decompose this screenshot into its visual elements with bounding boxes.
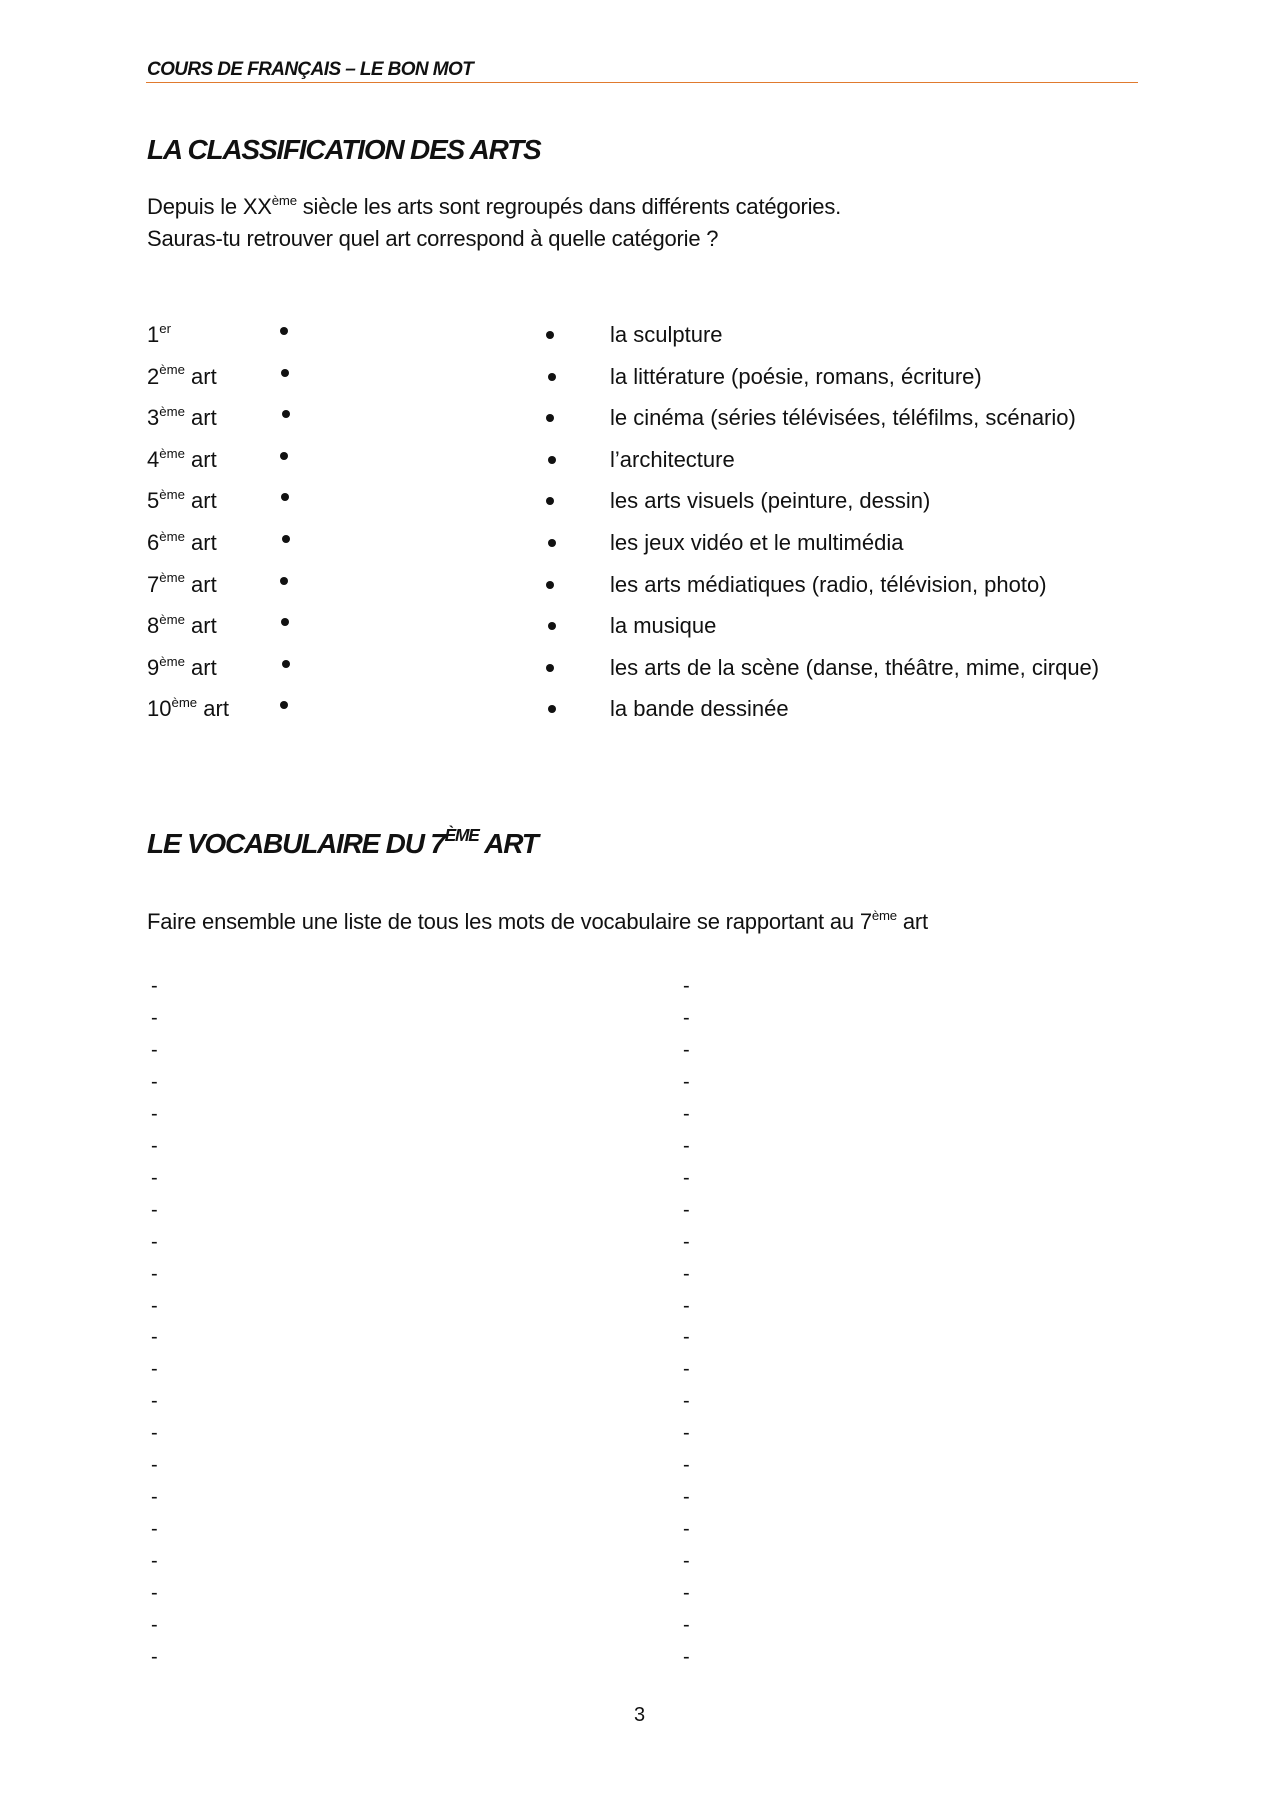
- superscript: ème: [159, 487, 185, 503]
- section-title-vocabulary: [147, 824, 538, 864]
- rank-suffix: art: [184, 488, 217, 514]
- left-match-dot[interactable]: [280, 577, 288, 585]
- art-category: les arts de la scène (danse, théâtre, mime, cirque): [610, 654, 1100, 680]
- vocab-blank-left[interactable]: -: [151, 1198, 158, 1221]
- right-match-dot[interactable]: [546, 664, 554, 672]
- vocab-blank-right[interactable]: -: [683, 1486, 690, 1509]
- vocab-blank-right[interactable]: -: [683, 1102, 690, 1125]
- left-match-dot[interactable]: [280, 452, 288, 460]
- vocab-blank-right[interactable]: -: [683, 1006, 690, 1029]
- art-rank: [147, 571, 217, 602]
- rank-number: 5: [147, 488, 160, 514]
- vocab-blank-left[interactable]: -: [151, 1486, 158, 1509]
- superscript: ème: [159, 403, 185, 419]
- left-match-dot[interactable]: [281, 369, 289, 377]
- rank-suffix: art: [197, 696, 229, 722]
- vocab-blank-left[interactable]: -: [151, 1518, 158, 1541]
- right-match-dot[interactable]: [546, 331, 554, 339]
- art-rank: [147, 321, 171, 352]
- rank-suffix: art: [184, 654, 217, 680]
- left-match-dot[interactable]: [281, 493, 289, 501]
- vocab-blank-right[interactable]: -: [683, 1294, 690, 1317]
- superscript: ème: [871, 907, 897, 923]
- art-rank: [147, 529, 217, 560]
- vocab-blank-right[interactable]: -: [683, 1070, 690, 1093]
- art-category: l’architecture: [610, 446, 735, 472]
- vocab-blank-right[interactable]: -: [683, 1230, 690, 1253]
- superscript: ème: [159, 445, 185, 461]
- art-category: le cinéma (séries télévisées, téléfilms, scénario): [610, 405, 1076, 431]
- vocab-blank-right[interactable]: -: [683, 975, 690, 997]
- left-match-dot[interactable]: [282, 535, 290, 543]
- right-match-dot[interactable]: [548, 622, 556, 630]
- superscript: ÈME: [444, 824, 479, 845]
- vocab-blank-left[interactable]: -: [151, 1645, 158, 1668]
- rank-number: 7: [147, 571, 160, 597]
- superscript: ème: [159, 611, 185, 627]
- art-category: la sculpture: [610, 322, 723, 347]
- right-match-dot[interactable]: [548, 539, 556, 547]
- vocab-blank-left[interactable]: -: [151, 1550, 158, 1573]
- vocab-blank-left[interactable]: -: [151, 1166, 158, 1189]
- art-category: les arts visuels (peinture, dessin): [610, 488, 931, 514]
- vocab-blank-right[interactable]: -: [683, 1614, 690, 1636]
- instruction-text: Faire ensemble une liste de tous les mots de vocabulaire se rapportant au 7: [147, 909, 872, 934]
- rank-suffix: art: [184, 571, 217, 597]
- left-match-dot[interactable]: [282, 660, 290, 668]
- section-title-classification: LA CLASSIFICATION DES ARTS: [147, 134, 541, 165]
- intro-text: Depuis le XX: [147, 194, 272, 219]
- vocab-blank-right[interactable]: -: [683, 1198, 690, 1221]
- title-text: LE VOCABULAIRE DU 7: [147, 828, 445, 859]
- left-match-dot[interactable]: [280, 701, 288, 709]
- rank-suffix: art: [184, 363, 217, 389]
- rank-number: 10: [147, 696, 172, 722]
- vocab-blank-right[interactable]: -: [683, 1422, 690, 1445]
- left-match-dot[interactable]: [281, 618, 289, 626]
- left-match-dot[interactable]: [280, 327, 288, 335]
- art-category: la littérature (poésie, romans, écriture): [610, 363, 982, 389]
- art-category: les arts médiatiques (radio, télévision, photo): [610, 571, 1047, 597]
- right-match-dot[interactable]: [546, 581, 554, 589]
- art-rank: [147, 695, 229, 726]
- vocab-blank-left[interactable]: -: [151, 1582, 158, 1605]
- right-match-dot[interactable]: [546, 497, 554, 505]
- vocab-blank-right[interactable]: -: [683, 1262, 690, 1285]
- instruction-text: art: [896, 909, 928, 934]
- right-match-dot[interactable]: [548, 456, 556, 464]
- vocab-blank-left[interactable]: -: [151, 1454, 158, 1477]
- vocab-blank-left[interactable]: -: [151, 1262, 158, 1285]
- vocab-blank-right[interactable]: -: [683, 1326, 690, 1349]
- art-rank: [147, 487, 217, 518]
- vocab-blank-right[interactable]: -: [683, 1582, 690, 1605]
- intro-text: siècle les arts sont regroupés dans différents catégories.: [296, 194, 842, 219]
- vocab-blank-left[interactable]: -: [151, 1070, 158, 1093]
- vocab-blank-left[interactable]: -: [151, 1294, 158, 1317]
- right-match-dot[interactable]: [548, 373, 556, 381]
- vocab-blank-right[interactable]: -: [683, 1166, 690, 1189]
- rank-number: 8: [147, 613, 160, 639]
- rank-suffix: art: [184, 446, 217, 472]
- rank-number: 2: [147, 363, 160, 389]
- vocab-blank-right[interactable]: -: [683, 1390, 690, 1413]
- superscript: ème: [159, 570, 185, 586]
- superscript: ème: [171, 695, 198, 711]
- vocab-blank-left[interactable]: -: [151, 1230, 158, 1253]
- art-rank: [147, 446, 217, 477]
- right-match-dot[interactable]: [548, 705, 556, 713]
- vocab-blank-left[interactable]: -: [151, 1006, 158, 1029]
- superscript: ème: [159, 528, 185, 544]
- art-category: les jeux vidéo et le multimédia: [610, 530, 904, 555]
- vocab-blank-right[interactable]: -: [683, 1645, 690, 1668]
- superscript: er: [159, 320, 171, 336]
- vocab-blank-right[interactable]: -: [683, 1358, 690, 1381]
- vocab-blank-right[interactable]: -: [683, 1134, 690, 1157]
- vocab-blank-right[interactable]: -: [683, 1454, 690, 1477]
- superscript: ème: [159, 653, 185, 669]
- vocab-blank-left[interactable]: -: [151, 1134, 158, 1157]
- superscript: ème: [159, 362, 185, 378]
- vocab-blank-right[interactable]: -: [683, 1550, 690, 1573]
- header-rule: [146, 82, 1138, 83]
- superscript: ème: [271, 192, 297, 208]
- rank-number: 4: [147, 446, 160, 472]
- art-rank: [147, 363, 217, 394]
- vocab-blank-right[interactable]: -: [683, 1038, 690, 1061]
- right-match-dot[interactable]: [546, 414, 554, 422]
- vocab-blank-left[interactable]: -: [151, 975, 158, 997]
- art-rank: [147, 654, 217, 685]
- rank-number: 3: [147, 405, 160, 431]
- vocab-blank-left[interactable]: -: [151, 1422, 158, 1445]
- vocab-blank-left[interactable]: -: [151, 1038, 158, 1061]
- vocab-blank-left[interactable]: -: [151, 1390, 158, 1413]
- running-header: COURS DE FRANÇAIS – LE BON MOT: [147, 59, 474, 80]
- rank-number: 9: [147, 654, 160, 680]
- vocab-blank-right[interactable]: -: [683, 1518, 690, 1541]
- vocab-blank-left[interactable]: -: [151, 1614, 158, 1636]
- vocab-blank-left[interactable]: -: [151, 1358, 158, 1381]
- rank-suffix: art: [184, 530, 217, 555]
- page-number: 3: [634, 1704, 646, 1726]
- title-text: ART: [478, 828, 538, 859]
- vocabulary-instruction: [147, 908, 928, 939]
- art-rank: [147, 404, 217, 435]
- vocab-blank-left[interactable]: -: [151, 1102, 158, 1125]
- left-match-dot[interactable]: [282, 410, 290, 418]
- art-category: la bande dessinée: [610, 696, 789, 722]
- vocab-blank-left[interactable]: -: [151, 1326, 158, 1349]
- art-category: la musique: [610, 613, 717, 639]
- rank-number: 6: [147, 530, 160, 555]
- rank-suffix: art: [184, 405, 217, 431]
- rank-suffix: art: [184, 613, 217, 639]
- art-rank: [147, 612, 217, 643]
- intro-line-2: Sauras-tu retrouver quel art correspond à quelle catégorie ?: [147, 226, 719, 251]
- rank-number: 1: [147, 322, 160, 347]
- intro-line-1: [147, 193, 841, 224]
